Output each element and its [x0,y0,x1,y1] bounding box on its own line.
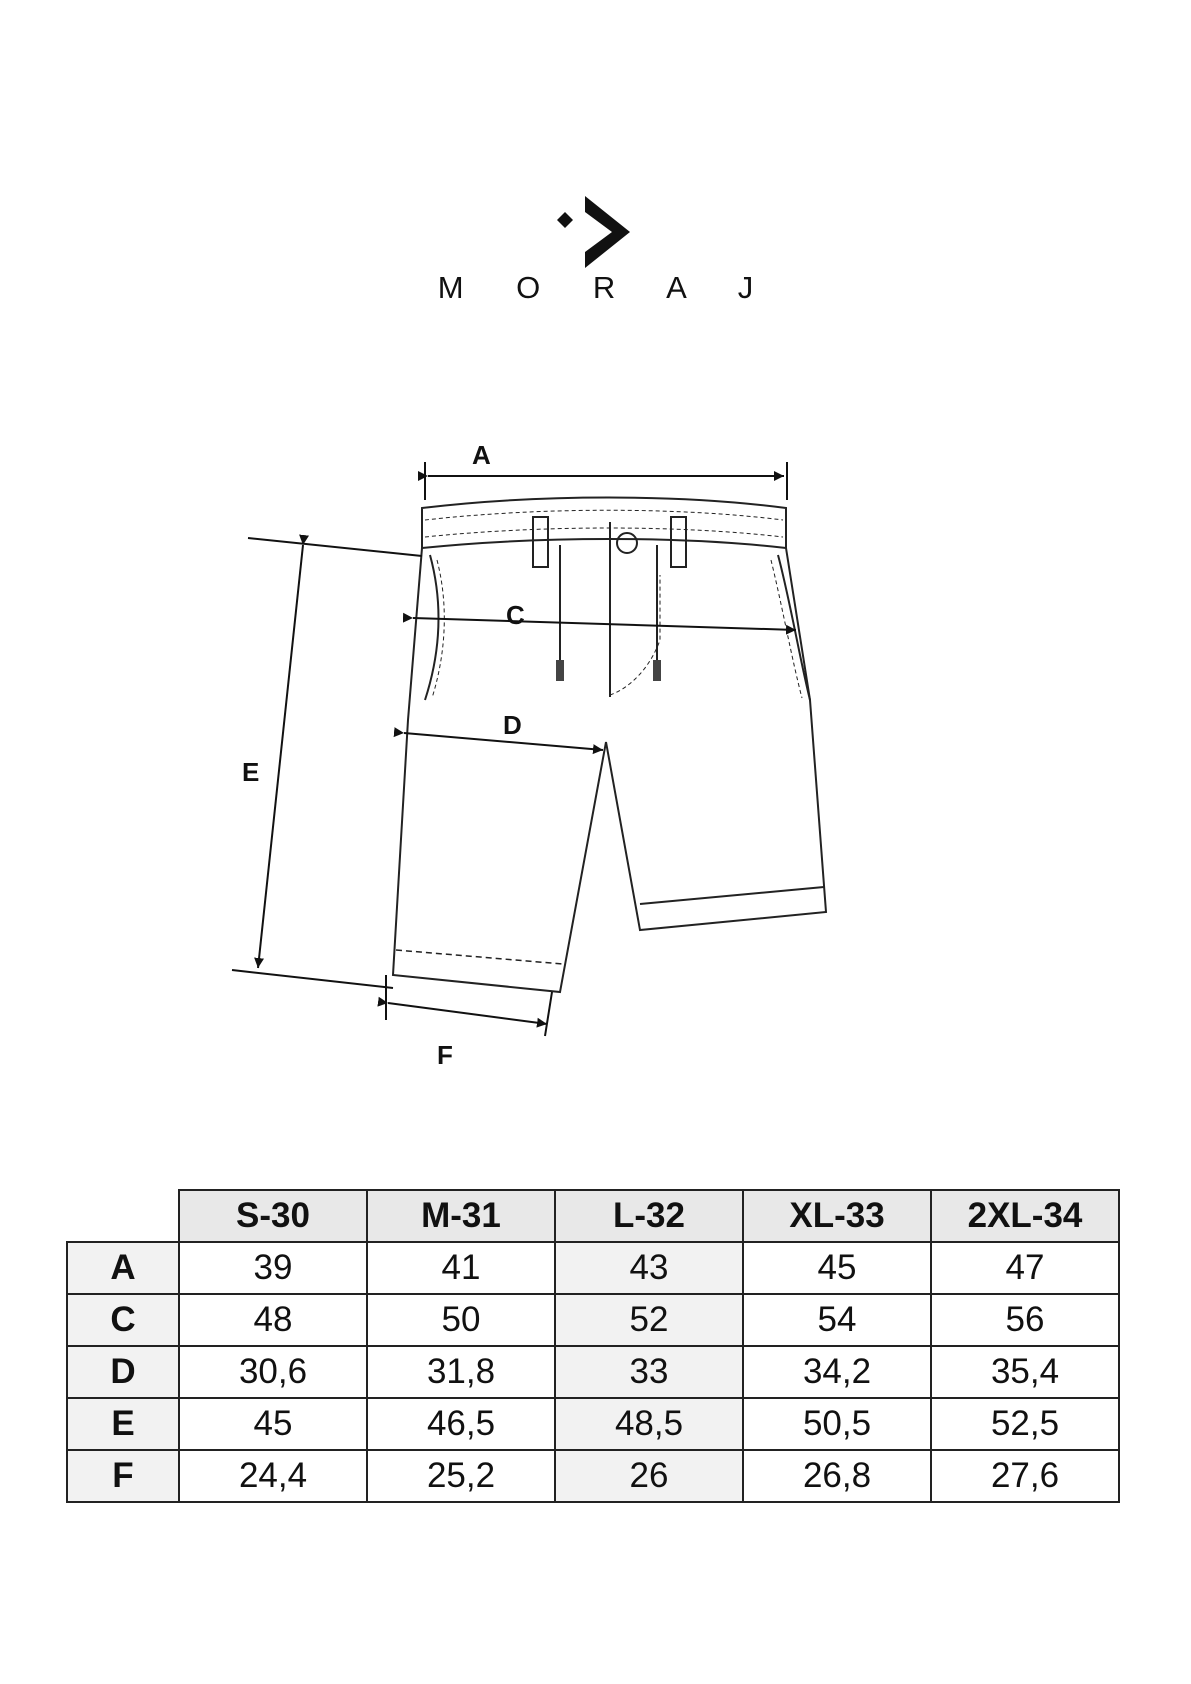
table-row [67,1398,1119,1450]
row-label: D [67,1346,179,1398]
table-row [67,1346,1119,1398]
size-header: 2XL-34 [931,1190,1119,1242]
size-header: M-31 [367,1190,555,1242]
table-cell: 30,6 [179,1346,367,1398]
table-cell: 43 [555,1242,743,1294]
table-cell: 45 [179,1398,367,1450]
measure-label-e: E [242,757,260,787]
table-cell: 45 [743,1242,931,1294]
table-cell: 46,5 [367,1398,555,1450]
table-cell: 24,4 [179,1450,367,1502]
table-cell: 54 [743,1294,931,1346]
measure-label-f: F [437,1040,453,1070]
table-cell: 27,6 [931,1450,1119,1502]
size-header: S-30 [179,1190,367,1242]
table-cell: 52,5 [931,1398,1119,1450]
table-row [67,1242,1119,1294]
measure-label-a: A [472,440,491,470]
table-cell: 31,8 [367,1346,555,1398]
size-header: XL-33 [743,1190,931,1242]
size-table [66,1189,1120,1503]
table-cell: 25,2 [367,1450,555,1502]
table-row [67,1450,1119,1502]
size-header-row [67,1190,1119,1242]
measure-label-d: D [503,710,522,740]
row-label: E [67,1398,179,1450]
row-label: C [67,1294,179,1346]
table-corner [67,1190,179,1242]
table-cell: 26,8 [743,1450,931,1502]
table-cell: 35,4 [931,1346,1119,1398]
brand-name: M O R A J [437,270,776,305]
table-cell: 26 [555,1450,743,1502]
table-row [67,1294,1119,1346]
measure-label-c: C [506,600,525,630]
table-cell: 48,5 [555,1398,743,1450]
row-label: F [67,1450,179,1502]
table-cell: 33 [555,1346,743,1398]
table-cell: 52 [555,1294,743,1346]
table-cell: 47 [931,1242,1119,1294]
table-cell: 50 [367,1294,555,1346]
table-cell: 41 [367,1242,555,1294]
row-label: A [67,1242,179,1294]
table-cell: 39 [179,1242,367,1294]
size-header: L-32 [555,1190,743,1242]
table-cell: 34,2 [743,1346,931,1398]
table-cell: 56 [931,1294,1119,1346]
table-cell: 50,5 [743,1398,931,1450]
table-cell: 48 [179,1294,367,1346]
